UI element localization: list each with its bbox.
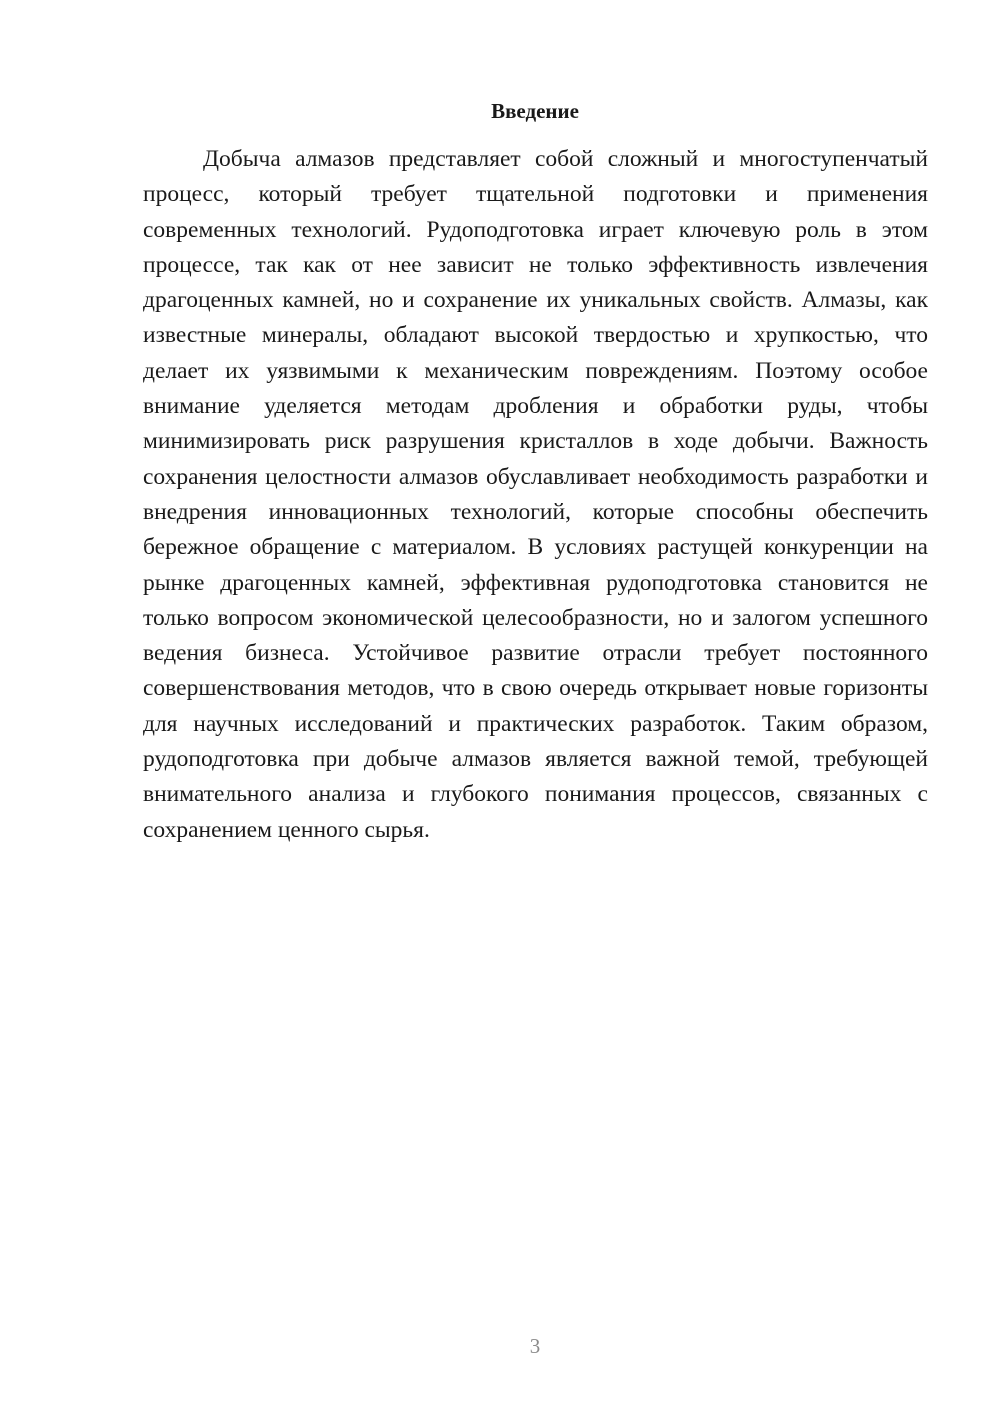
page-number: 3 bbox=[529, 1334, 541, 1358]
intro-paragraph: Добыча алмазов представляет собой сложный и многоступенчатый процесс, который требует тщательной подготовки и применения современных технологий. Рудоподготовка играет ключевую роль в этом процессе, так как от нее зависит не только эффективность извлечения драгоценных камней, но и сохранение их уникальных свойств. Алмазы, как известные минералы, обладают высокой твердостью и хрупкостью, что делает их уязвимыми к механическим повреждениям. Поэтому особое внимание уделяется методам дробления и обработки руды, чтобы минимизировать риск разрушения кристаллов в ходе добычи. Важность сохранения целостности алмазов обуславливает необходимость разработки и внедрения инновационных технологий, которые способны обеспечить бережное обращение с материалом. В условиях растущей конкуренции на рынке драгоценных камней, эффективная рудоподготовка становится не только вопросом экономической целесообразности, но и залогом успешного ведения бизнеса. Устойчивое развитие отрасли требует постоянного совершенствования методов, что в свою очередь открывает новые горизонты для научных исследований и практических разработок. Таким образом, рудоподготовка при добыче алмазов является важной темой, требующей внимательного анализа и глубокого понимания процессов, связанных с сохранением ценного сырья. bbox=[143, 146, 928, 843]
section-heading: Введение bbox=[491, 99, 579, 123]
